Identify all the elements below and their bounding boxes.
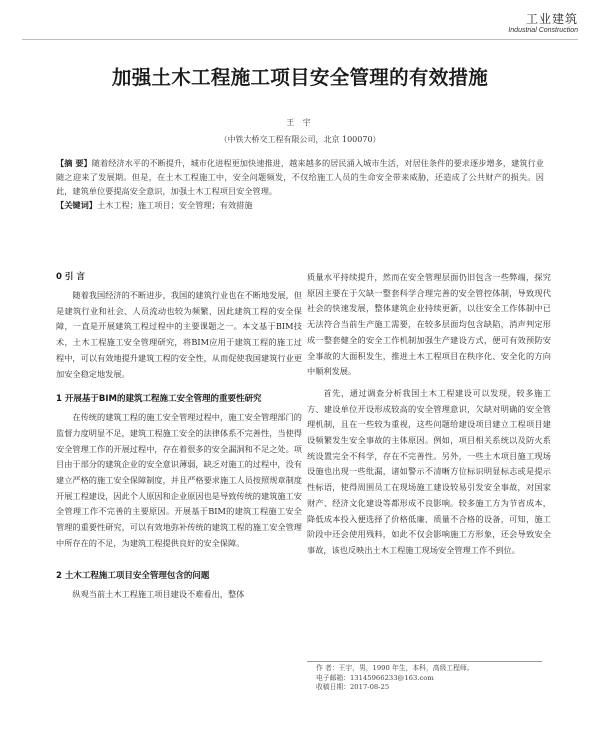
section-1-paragraph: 在传统的建筑工程的施工安全管理过程中，施工安全管理部门的监督力度明显不足，建筑工程施工安全的法律体系不完善性，当使得安全管理工作的开展过程中，存在着很多的安全漏洞和不足之处。项目由于部分的建筑企业的安全意识薄弱，缺乏对施工的过程中，没有建立严格的施工安全保障制度，并且严格要求施工人员按照规章制度开展工程建设，因此个人原因和企业原因也是导致传统的建筑施工安全管理工作不完善的主要原因。开展基于BIM的建筑工程施工安全管理的重要性研究，可以有效地弥补传统的建筑工程的施工安全管理中所存在的不足，为建筑工程提供良好的安全保障。 <box>56 412 302 548</box>
abstract-label: 【摘 要】 <box>56 158 92 168</box>
right-paragraph-2: 首先，通过调查分析我国土木工程建设可以发现，较多施工方、建设单位开设形成较高的安全管理意识，欠缺对明确的安全管理机制，且在一些较为重视，这些问题给建设项目建立工程项目建设频繁发生安全事故的主体原因。例如，项目相关系统以及防火系统设置完全不科学，存在不完善性。另外，一些土木项目施工现场设施也出现一些纰漏，诸如警示不清晰方位标识明显标志或是提示性标语，使得周围员工在现场施工建设较易引发安全事故，对国家财产、经济文化建设等都形成不良影响。较多施工方为节省成本，降低成本投入便选择了价格低廉、质量不合格的设备，可知，施工阶段中还会使用残料，如此不仅会影响施工方形象，还会导致安全事故，该也反映出土木工程施工现场安全管理工作不到位。 <box>307 387 551 555</box>
footnote-email: 电子邮箱：13145966233@163.com <box>316 673 434 682</box>
author: 王 宇 <box>286 118 314 127</box>
abstract <box>56 156 544 198</box>
paper-title: 加强土木工程施工项目安全管理的有效措施 <box>111 66 489 89</box>
keywords-text: 土木工程；施工项目；安全管理；有效措施 <box>96 200 253 210</box>
footnote-author: 作 者：王宇，男，1990 年生，本科，高级工程师。 <box>316 664 474 672</box>
left-column <box>56 270 302 602</box>
abstract-block <box>56 156 544 212</box>
footnote <box>316 664 546 693</box>
journal-name-cn: 工业建筑 <box>525 12 578 26</box>
section-1-heading: 1 开展基于BIM的建筑工程施工安全管理的重要性研究 <box>56 394 262 405</box>
keywords-label: 【关键词】 <box>56 200 97 210</box>
right-column <box>307 270 551 559</box>
intro-paragraph: 随着我国经济的不断进步，我国的建筑行业也在不断地发展，但是建筑行业和社会、人员流动也较为频繁，因此建筑工程的安全保障，一直是开展建筑工程过程中的主要课题之一。本文基于BIM技术，土木工程施工安全管理研究，将BIM应用于建筑工程的施工过程中，可以有效地提升建筑工程的安全性，从而促使我国建筑行业更加安全稳定地发展。 <box>56 290 302 379</box>
keywords <box>56 198 544 212</box>
journal-header <box>378 12 578 35</box>
header-rule <box>22 39 578 40</box>
section-2-paragraph: 纵观当前土木工程施工项目建设不难看出，整体 <box>72 588 245 599</box>
abstract-text: 随着经济水平的不断提升，城市化进程更加快速推进，越来越多的居民涌入城市生活，对居住条件的要求逐步增多，建筑行业随之迎来了发展期。但是，在土木工程施工中，安全问题频发，不仅给施工人员的生命安全带来威胁，还造成了公共财产的损失。因此，建筑单位要提高安全意识，加强土木工程项目安全管理。 <box>56 158 544 196</box>
right-paragraph-1: 质量水平持续提升，然而在安全管理层面仍旧包含一些弊端，探究原因主要在于欠缺一整套科学合理完善的安全管控体制，导致现代社会的快速发展，整体建筑企业持续更新，以往安全工作体制中已无法符合当前生产施工需要，在较多层面均包含缺陷，消声判定形成一整套健全的安全工作机制加强生产建设方式，便可有效预防安全事故的大面积发生，推进土木工程项目在秩序化、安全化的方向中顺利发展。 <box>307 272 551 377</box>
section-2-heading: 2 土木工程施工项目安全管理包含的问题 <box>56 570 210 581</box>
footnote-rule <box>307 661 542 662</box>
journal-name-en: Industrial Construction <box>508 27 578 34</box>
affiliation: （中铁大桥交工程有限公司，北京 100070） <box>219 135 381 144</box>
section-0-heading: 0 引 言 <box>56 272 85 282</box>
footnote-received: 收稿日期：2017-08-25 <box>316 683 390 691</box>
